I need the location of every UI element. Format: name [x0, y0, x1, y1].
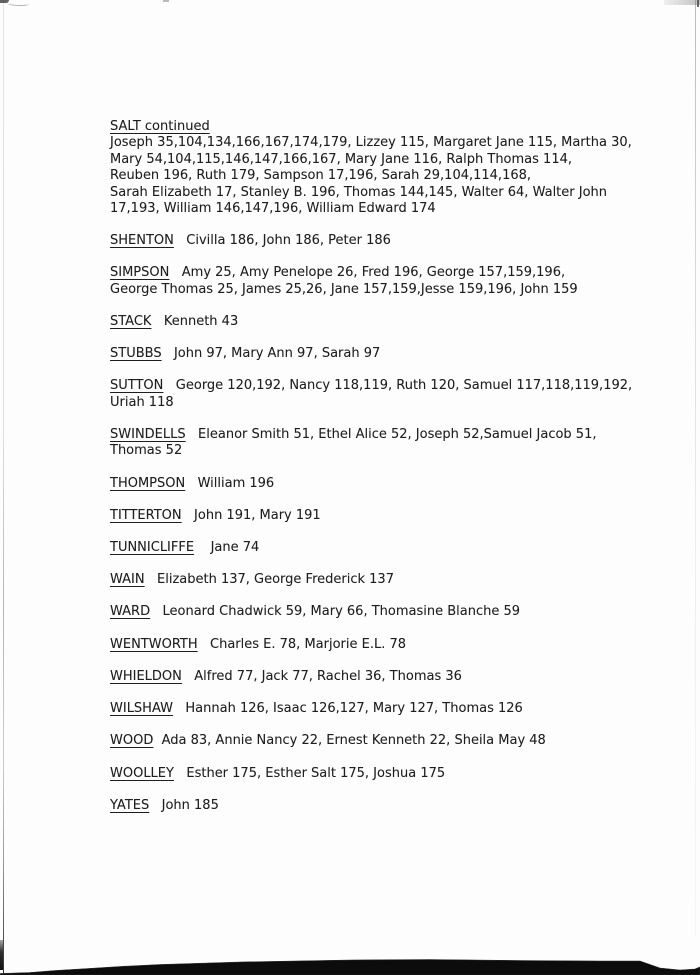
index-line: Thomas 52 — [110, 443, 183, 459]
entries-text: Charles E. 78, Marjorie E.L. 78 — [197, 636, 407, 652]
index-line — [110, 540, 688, 556]
index-line — [110, 265, 688, 281]
index-line — [110, 669, 688, 685]
index-section — [110, 540, 688, 556]
surname-heading: SUTTON — [110, 378, 164, 394]
scan-artifact-topleft-hook — [7, 0, 29, 6]
entries-text: John 97, Mary Ann 97, Sarah 97 — [161, 346, 381, 362]
index-section — [110, 314, 688, 330]
index-section — [110, 265, 688, 298]
index-section — [110, 701, 688, 717]
index-section — [110, 119, 688, 217]
index-section — [110, 427, 688, 460]
entries-text: Kenneth 43 — [151, 314, 239, 330]
scan-artifact-topright-tick — [697, 0, 700, 7]
surname-heading: SHENTON — [110, 233, 174, 249]
index-line — [110, 637, 688, 653]
index-line — [110, 766, 688, 782]
surname-heading: WENTWORTH — [110, 636, 198, 652]
surname-heading: TUNNICLIFFE — [110, 540, 195, 556]
index-section — [110, 798, 688, 814]
index-sections — [110, 119, 688, 814]
scan-artifact-topleft-mark — [0, 0, 9, 3]
index-section — [110, 476, 688, 492]
entries-text: Alfred 77, Jack 77, Rachel 36, Thomas 36 — [181, 668, 462, 684]
index-section — [110, 637, 688, 653]
entries-text: Eleanor Smith 51, Ethel Alice 52, Joseph 52,Samuel Jacob 51, — [185, 427, 597, 443]
scan-artifact-right-edge — [695, 0, 696, 936]
entries-text: Amy 25, Amy Penelope 26, Fred 196, George 157,159,196, — [169, 265, 566, 281]
index-section — [110, 508, 688, 524]
index-section — [110, 346, 688, 362]
entries-text: George 120,192, Nancy 118,119, Ruth 120, Samuel 117,118,119,192, — [163, 378, 633, 394]
index-line — [110, 314, 688, 330]
surname-heading: SIMPSON — [110, 265, 170, 281]
surname-heading: WOOLLEY — [110, 765, 174, 781]
entries-text: Ada 83, Annie Nancy 22, Ernest Kenneth 22, Sheila May 48 — [153, 733, 546, 749]
index-line — [110, 233, 688, 249]
surname-heading: SWINDELLS — [110, 427, 186, 443]
surname-heading: WHIELDON — [110, 668, 182, 684]
index-section — [110, 233, 688, 249]
index-section — [110, 766, 688, 782]
index-line — [110, 508, 688, 524]
index-line — [110, 572, 688, 588]
index-line: Reuben 196, Ruth 179, Sampson 17,196, Sarah 29,104,114,168, — [110, 168, 532, 184]
scan-artifact-bottom-bar — [0, 945, 700, 975]
surname-heading: WILSHAW — [110, 701, 173, 717]
index-line — [110, 378, 688, 394]
surname-heading: WAIN — [110, 572, 145, 588]
bottom-bar-shape — [0, 960, 700, 975]
index-section — [110, 378, 688, 411]
index-line: Joseph 35,104,134,166,167,174,179, Lizzey 115, Margaret Jane 115, Martha 30, — [110, 135, 632, 151]
surname-heading: TITTERTON — [110, 507, 182, 523]
index-line: George Thomas 25, James 25,26, Jane 157,159,Jesse 159,196, John 159 — [110, 281, 578, 297]
surname-heading: STACK — [110, 314, 152, 330]
entries-text: Civilla 186, John 186, Peter 186 — [173, 233, 391, 249]
surname-heading: WOOD — [110, 733, 154, 749]
entries-text: William 196 — [185, 475, 275, 491]
scan-artifact-left-edge — [3, 0, 5, 975]
surname-heading: STUBBS — [110, 346, 162, 362]
entries-text: Jane 74 — [194, 540, 260, 556]
index-line: Sarah Elizabeth 17, Stanley B. 196, Thomas 144,145, Walter 64, Walter John — [110, 184, 608, 200]
index-section — [110, 669, 688, 685]
index-line: Uriah 118 — [110, 394, 174, 410]
surname-heading: SALT continued — [110, 119, 210, 134]
index-line — [110, 798, 688, 814]
scan-artifact-bottomleft-blob — [0, 940, 3, 970]
surname-heading: THOMPSON — [110, 475, 186, 491]
index-line — [110, 701, 688, 717]
index-line — [110, 733, 688, 749]
index-section — [110, 604, 688, 620]
index-section — [110, 733, 688, 749]
entries-text: Leonard Chadwick 59, Mary 66, Thomasine Blanche 59 — [150, 604, 521, 620]
entries-text: John 191, Mary 191 — [181, 507, 321, 523]
index-section — [110, 572, 688, 588]
entries-text: Elizabeth 137, George Frederick 137 — [144, 572, 394, 588]
surname-heading: YATES — [110, 797, 150, 813]
entries-text: Esther 175, Esther Salt 175, Joshua 175 — [173, 765, 446, 781]
entries-text: Hannah 126, Isaac 126,127, Mary 127, Thomas 126 — [173, 701, 523, 717]
index-line — [110, 346, 688, 362]
index-line: Mary 54,104,115,146,147,166,167, Mary Jane 116, Ralph Thomas 114, — [110, 151, 572, 167]
index-line — [110, 604, 688, 620]
scan-artifact-topright-smudge — [664, 0, 700, 5]
index-line: 17,193, William 146,147,196, William Edward 174 — [110, 201, 436, 217]
entries-text: John 185 — [149, 797, 219, 813]
surname-heading: WARD — [110, 604, 151, 620]
index-line — [110, 119, 688, 135]
scan-artifact-top-speck — [163, 0, 169, 2]
index-line — [110, 476, 688, 492]
index-line — [110, 427, 688, 443]
